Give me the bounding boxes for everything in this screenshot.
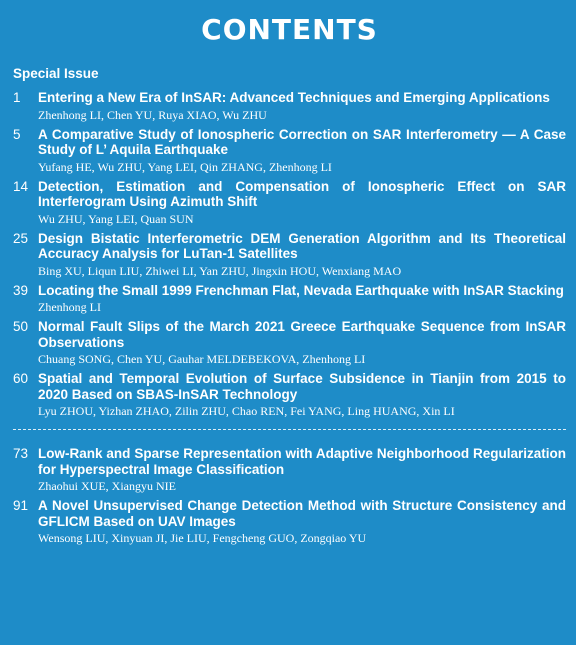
entry-title[interactable]: A Novel Unsupervised Change Detection Method with Structure Consistency and GFLICM Based on UAV Images — [38, 498, 566, 529]
toc-entry[interactable] — [13, 179, 566, 227]
toc-entry[interactable] — [13, 283, 566, 316]
entry-page-number: 73 — [13, 446, 29, 461]
entry-body — [38, 319, 566, 367]
entry-page-number: 25 — [13, 230, 29, 246]
toc-entry[interactable] — [13, 127, 566, 175]
entry-title[interactable]: Design Bistatic Interferometric DEM Generation Algorithm and Its Theoretical Accuracy Analysis for LuTan-1 Satellites — [38, 230, 566, 261]
entry-body — [38, 179, 566, 227]
entry-page-number: 5 — [13, 126, 21, 142]
entry-authors: Wensong LIU, Xinyuan JI, Jie LIU, Fengcheng GUO, Zongqiao YU — [38, 531, 367, 545]
entry-title[interactable]: Normal Fault Slips of the March 2021 Greece Earthquake Sequence from InSAR Observations — [38, 319, 566, 350]
entry-title[interactable]: A Comparative Study of Ionospheric Correction on SAR Interferometry — A Case Study of L’ Aquila Earthquake — [38, 126, 566, 157]
entry-title[interactable]: Locating the Small 1999 Frenchman Flat, Nevada Earthquake with InSAR Stacking — [38, 282, 564, 298]
entry-page-number: 60 — [13, 371, 29, 386]
section-label: Special Issue — [13, 66, 99, 81]
entry-body — [38, 231, 566, 279]
toc-entry[interactable] — [13, 498, 566, 546]
entry-title[interactable]: Low-Rank and Sparse Representation with Adaptive Neighborhood Regularization for Hyperspectral Image Classification — [38, 446, 566, 477]
toc-entry[interactable] — [13, 319, 566, 367]
entry-authors: Wu ZHU, Yang LEI, Quan SUN — [38, 211, 194, 226]
entry-authors: Yufang HE, Wu ZHU, Yang LEI, Qin ZHANG, Zhenhong LI — [38, 159, 332, 174]
entry-authors: Zhaohui XUE, Xiangyu NIE — [38, 479, 176, 493]
toc-entry[interactable] — [13, 371, 566, 419]
special-issue-list — [13, 90, 566, 419]
entry-page-number: 1 — [13, 90, 21, 105]
entry-body — [38, 90, 566, 123]
entry-page-number: 39 — [13, 282, 29, 298]
entry-title[interactable]: Spatial and Temporal Evolution of Surface Subsidence in Tianjin from 2015 to 2020 Based on SBAS-InSAR Technology — [38, 371, 566, 402]
regular-articles-list — [13, 446, 566, 546]
entry-authors: Chuang SONG, Chen YU, Gauhar MELDEBEKOVA, Zhenhong LI — [38, 352, 366, 366]
entry-authors: Zhenhong LI, Chen YU, Ruya XIAO, Wu ZHU — [38, 107, 267, 122]
page-title: CONTENTS — [201, 13, 378, 46]
entry-authors: Bing XU, Liqun LIU, Zhiwei LI, Yan ZHU, Jingxin HOU, Wenxiang MAO — [38, 263, 402, 278]
entry-body — [38, 446, 566, 494]
entry-authors: Zhenhong LI — [38, 300, 101, 314]
entry-body — [38, 127, 566, 175]
entry-page-number: 14 — [13, 178, 29, 194]
entry-page-number: 50 — [13, 319, 29, 334]
dashed-divider — [13, 429, 566, 430]
entry-authors: Lyu ZHOU, Yizhan ZHAO, Zilin ZHU, Chao REN, Fei YANG, Ling HUANG, Xin LI — [38, 404, 455, 418]
entry-body — [38, 498, 566, 546]
entry-body — [38, 283, 566, 316]
entry-title[interactable]: Entering a New Era of InSAR: Advanced Techniques and Emerging Applications — [38, 90, 550, 105]
toc-entry[interactable] — [13, 90, 566, 123]
toc-entry[interactable] — [13, 446, 566, 494]
entry-title[interactable]: Detection, Estimation and Compensation of Ionospheric Effect on SAR Interferogram Using Azimuth Shift — [38, 178, 566, 209]
entry-body — [38, 371, 566, 419]
entry-page-number: 91 — [13, 498, 29, 513]
toc-entry[interactable] — [13, 231, 566, 279]
